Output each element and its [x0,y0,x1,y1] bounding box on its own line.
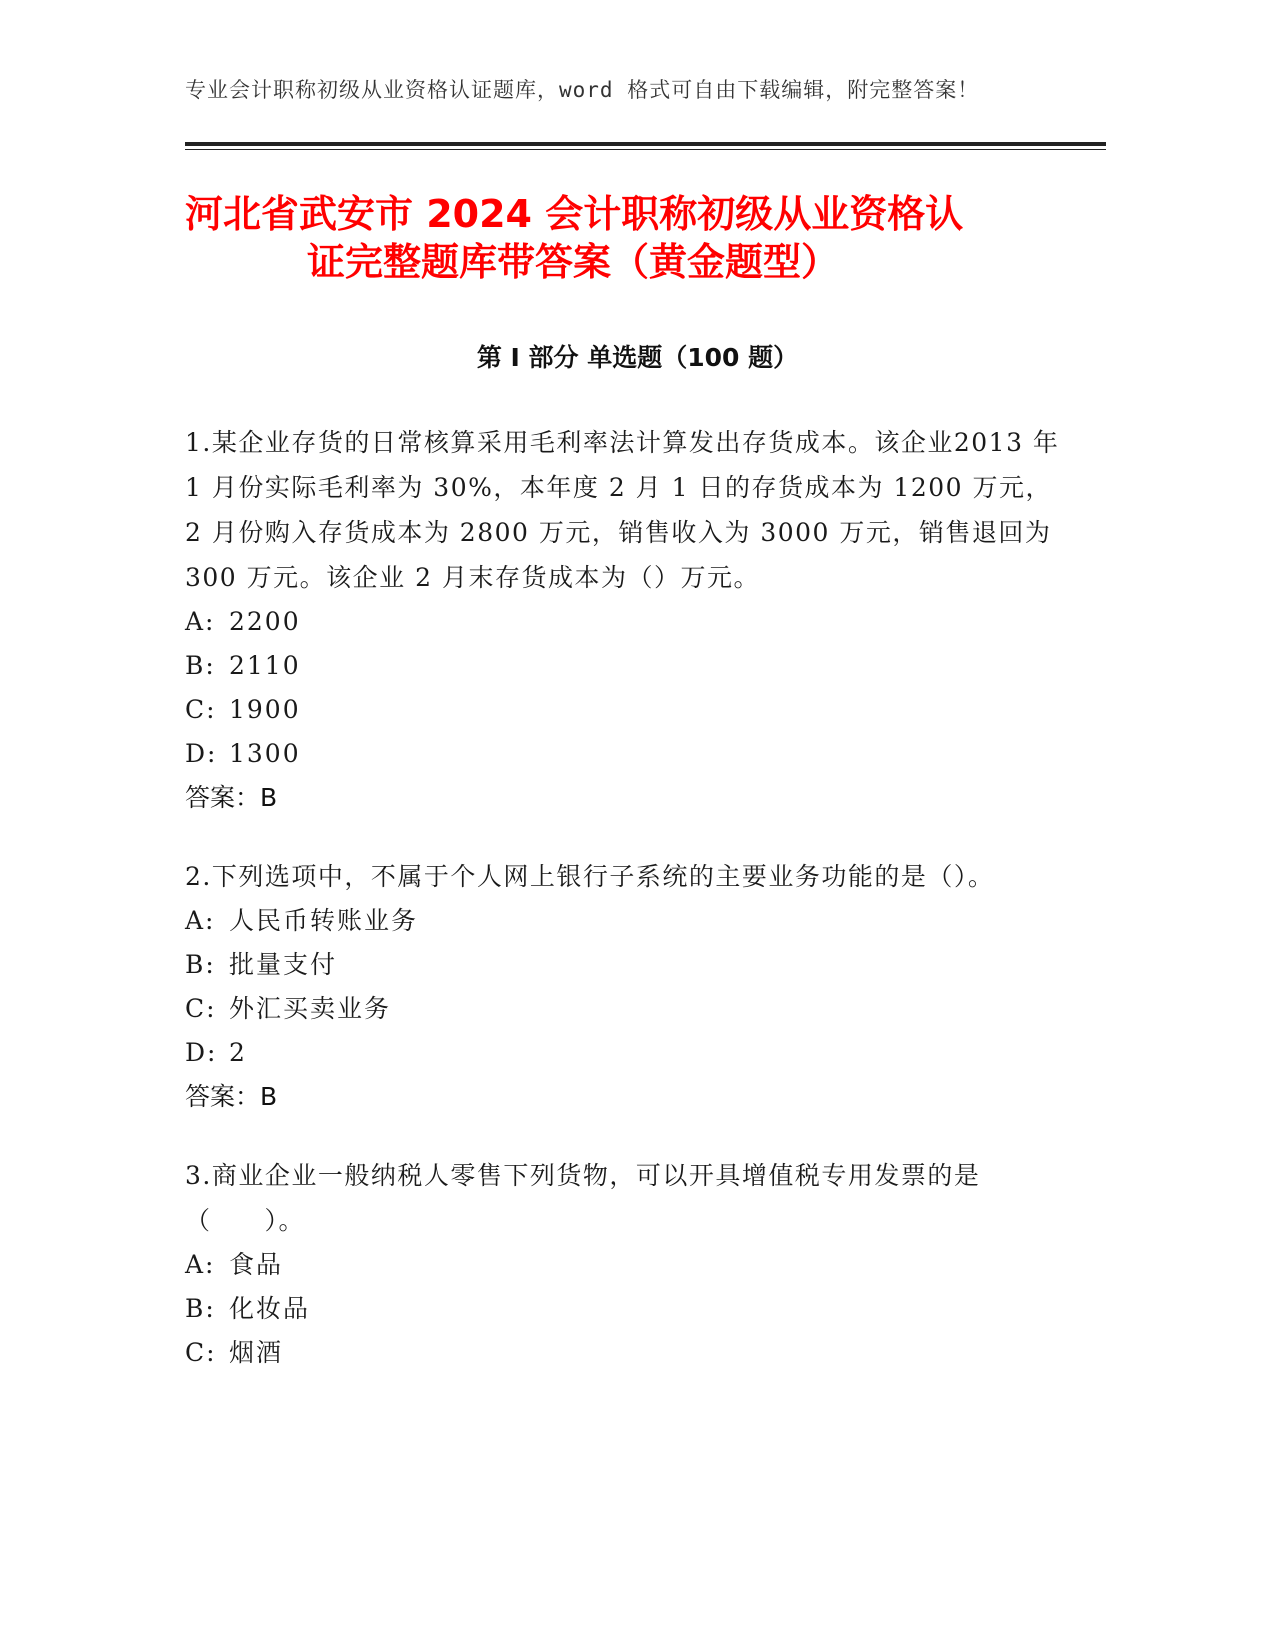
option-letter: B: [185,950,216,979]
option-text: 食品 [229,1250,284,1279]
option-d [185,732,1065,776]
option-text: 1900 [229,695,301,724]
question-2 [185,854,1065,1119]
option-letter: C: [185,994,217,1023]
option-letter: A: [185,607,216,636]
header-divider-thick [185,142,1106,146]
option-letter: C: [185,695,217,724]
option-letter: A: [185,1250,216,1279]
option-letter: D: [185,1038,218,1067]
document-title [185,190,1075,286]
option-text: 2 [229,1038,247,1067]
option-b [185,1287,1065,1331]
option-letter: C: [185,1338,217,1367]
option-text: 批量支付 [229,950,338,979]
option-text: 烟酒 [229,1338,284,1367]
option-c [185,1331,1065,1375]
page-header: 专业会计职称初级从业资格认证题库，word 格式可自由下载编辑，附完整答案！ [185,78,980,102]
option-letter: B: [185,1294,216,1323]
option-letter: D: [185,739,218,768]
option-d [185,1031,1065,1075]
option-b [185,943,1065,987]
header-divider-thin [185,149,1106,150]
answer-line: 答案：B [185,783,278,812]
option-text: 外汇买卖业务 [229,994,392,1023]
title-line-2: 证完整题库带答案（黄金题型） [307,240,840,284]
option-letter: B: [185,651,216,680]
option-list [185,600,1065,776]
title-line-1: 河北省武安市 2024 会计职称初级从业资格认 [185,192,964,236]
question-stem: 3.商业企业一般纳税人零售下列货物，可以开具增值税专用发票的是（ ）。 [185,1161,981,1235]
option-a [185,899,1065,943]
answer-line: 答案：B [185,1082,278,1111]
option-text: 化妆品 [229,1294,311,1323]
option-b [185,644,1065,688]
option-text: 人民币转账业务 [229,906,419,935]
question-stem: 1.某企业存货的日常核算采用毛利率法计算发出存货成本。该企业2013 年 1 月份实际毛利率为 30%，本年度 2 月 1 日的存货成本为 1200 万元，2 月份购入存货成本为 2800 万元，销售收入为 3000 万元，销售退回为 300 万元。该企业 2 月末存货成本为（）万元。 [185,428,1060,592]
question-3 [185,1153,1065,1375]
question-list [185,420,1065,1409]
option-text: 2110 [229,651,301,680]
question-stem: 2.下列选项中，不属于个人网上银行子系统的主要业务功能的是（）。 [185,862,995,891]
option-a [185,600,1065,644]
option-list [185,899,1065,1075]
option-a [185,1243,1065,1287]
option-c [185,688,1065,732]
option-c [185,987,1065,1031]
question-1 [185,420,1065,820]
option-text: 2200 [229,607,301,636]
option-text: 1300 [229,739,301,768]
option-letter: A: [185,906,216,935]
option-list [185,1243,1065,1375]
section-heading: 第 I 部分 单选题（100 题） [476,343,799,372]
